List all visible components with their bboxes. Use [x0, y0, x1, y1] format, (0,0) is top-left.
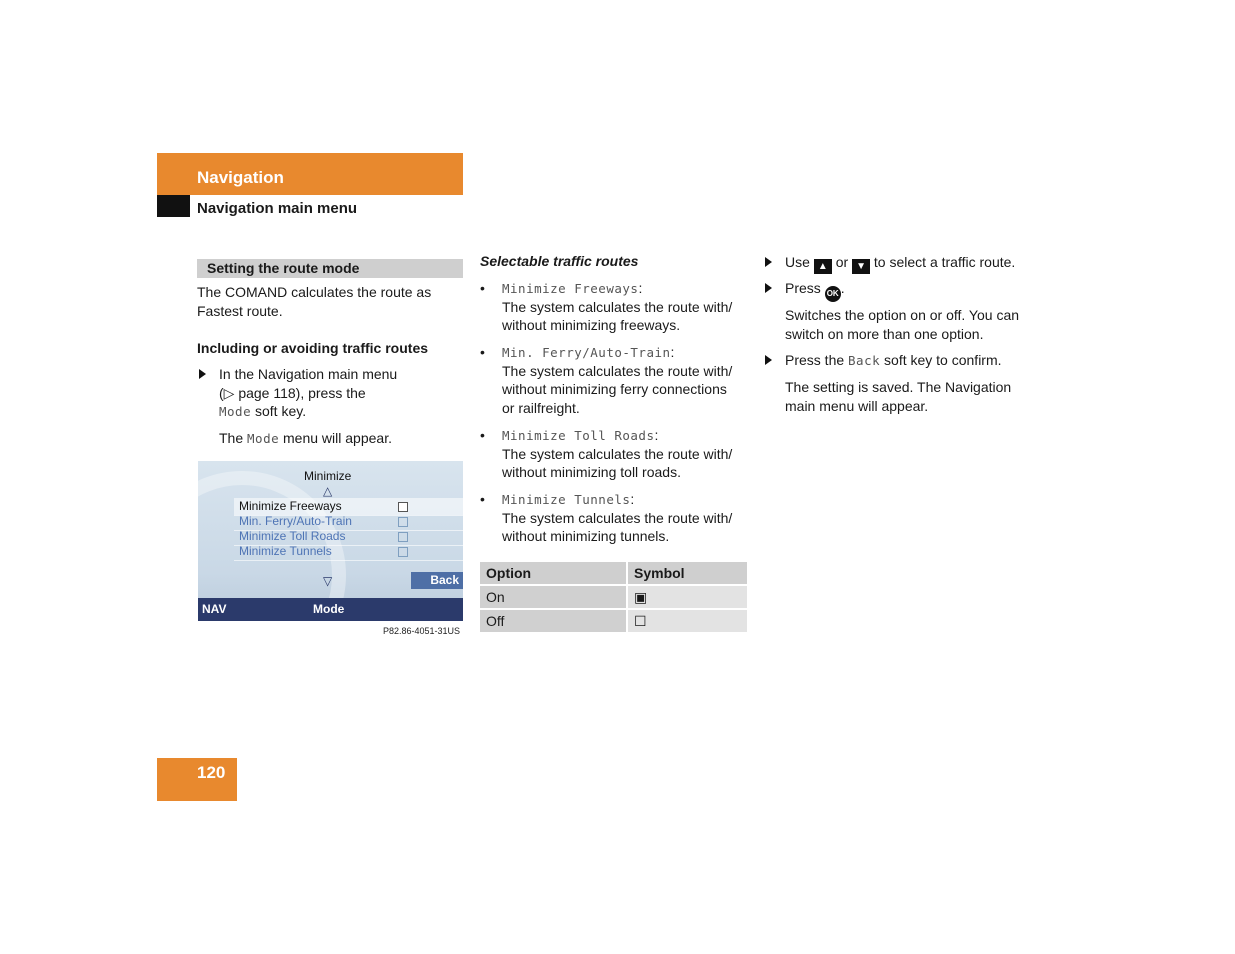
- step-select: [785, 253, 1015, 274]
- step-press-text: Press: [785, 280, 821, 296]
- menu-item-minimize-toll-roads[interactable]: Minimize Toll Roads: [239, 529, 346, 543]
- step-press-result: [785, 306, 1019, 343]
- section-title-bar: [197, 259, 463, 278]
- checkbox-icon[interactable]: [398, 517, 408, 527]
- step-confirm: [785, 351, 1002, 371]
- row-divider: [234, 560, 463, 561]
- bullet-line: The system calculates the route with/: [502, 446, 733, 462]
- bullet-list: [480, 279, 750, 554]
- intro-text: [197, 283, 431, 320]
- scroll-down-icon[interactable]: ▽: [323, 574, 333, 588]
- list-item: • Minimize Tunnels: The system calculates the route with/ without minimizing tunnels.: [480, 491, 733, 544]
- result-suffix: menu will appear.: [283, 430, 392, 446]
- step-confirm-prefix: Press the: [785, 352, 845, 368]
- step-arrow-icon: [765, 257, 772, 267]
- nav-softkey[interactable]: NAV: [202, 602, 227, 616]
- back-label: Back: [430, 573, 459, 587]
- bullet-line: The system calculates the route with/: [502, 299, 733, 315]
- result-line: switch on more than one option.: [785, 325, 984, 342]
- image-caption: P82.86-4051-31US: [383, 626, 461, 636]
- result-line: main menu will appear.: [785, 397, 929, 414]
- result-line: The setting is saved. The Navigation: [785, 379, 1012, 395]
- step-or-text: or: [835, 254, 849, 270]
- menu-item-min-ferry[interactable]: Min. Ferry/Auto-Train: [239, 514, 352, 528]
- mode-softkey[interactable]: Mode: [313, 602, 345, 616]
- bullet-key: Minimize Freeways: [502, 281, 639, 296]
- bullet-key: Minimize Toll Roads: [502, 428, 655, 443]
- step-select-text: to select a traffic route.: [873, 254, 1016, 270]
- table-cell: Off: [480, 610, 626, 632]
- table-header: Option: [480, 562, 626, 584]
- ok-button-icon: OK: [825, 286, 841, 302]
- result-mode-label: Mode: [247, 431, 280, 446]
- bullet-key: Min. Ferry/Auto-Train: [502, 345, 671, 360]
- back-softkey-label: Back: [848, 353, 881, 368]
- section-title: Setting the route mode: [207, 260, 360, 276]
- result-prefix: The: [219, 430, 244, 446]
- list-item: • Min. Ferry/Auto-Train: The system calculates the route with/ without minimizing ferry connections or railfreight.: [480, 344, 733, 416]
- subheading: Including or avoiding traffic routes: [197, 340, 429, 356]
- bullet-line: The system calculates the route with/: [502, 510, 733, 526]
- section-marker: [157, 195, 190, 217]
- screen-title: Minimize: [304, 469, 352, 483]
- back-softkey[interactable]: [411, 572, 463, 589]
- table-cell: ☐: [626, 610, 747, 632]
- step-1-result: [219, 429, 392, 449]
- step-1: [219, 365, 397, 422]
- step-1-softkey-text: soft key.: [255, 403, 307, 419]
- step-1-line-1: In the Navigation main menu: [219, 366, 398, 382]
- table-row: [480, 610, 747, 632]
- list-item: • Minimize Toll Roads: The system calculates the route with/ without minimizing toll roads.: [480, 427, 733, 480]
- down-arrow-key-icon: ▼: [852, 259, 870, 274]
- step-use-text: Use: [785, 254, 810, 270]
- bullet-line: without minimizing toll roads.: [502, 464, 681, 480]
- table-cell: On: [480, 586, 626, 608]
- result-line: Switches the option on or off. You can: [785, 307, 1020, 323]
- bullet-line: The system calculates the route with/: [502, 363, 733, 379]
- bullet-line: without minimizing freeways.: [502, 317, 681, 333]
- bullet-line: or railfreight.: [502, 400, 580, 416]
- bullet-icon: •: [480, 427, 485, 443]
- softkey-bar: [198, 598, 463, 621]
- comand-screen: [198, 461, 463, 621]
- bullet-icon: •: [480, 491, 485, 507]
- menu-item-minimize-freeways[interactable]: Minimize Freeways: [239, 499, 342, 513]
- checkbox-icon[interactable]: [398, 532, 408, 542]
- step-arrow-icon: [765, 283, 772, 293]
- column-2-heading: Selectable traffic routes: [480, 253, 639, 269]
- step-confirm-suffix: soft key to confirm.: [884, 352, 1002, 368]
- step-press: Press OK .: [785, 279, 845, 302]
- bullet-icon: •: [480, 280, 485, 296]
- up-arrow-key-icon: ▲: [814, 259, 832, 274]
- checkbox-icon[interactable]: [398, 502, 408, 512]
- step-1-line-3: [219, 402, 397, 422]
- table-header-row: [480, 562, 747, 584]
- table-row: [480, 586, 747, 608]
- step-confirm-result: [785, 378, 1011, 415]
- bullet-icon: •: [480, 344, 485, 360]
- page-subtitle: Navigation main menu: [197, 200, 358, 217]
- list-item: • Minimize Freeways: The system calculates the route with/ without minimizing freeways.: [480, 280, 733, 333]
- bullet-line: without minimizing tunnels.: [502, 528, 670, 544]
- scroll-up-icon[interactable]: △: [323, 484, 333, 498]
- bullet-key: Minimize Tunnels: [502, 492, 631, 507]
- step-1-line-2: (▷ page 118), press the: [219, 384, 366, 401]
- step-arrow-icon: [199, 369, 206, 379]
- table-header: Symbol: [626, 562, 747, 584]
- mode-softkey-label: Mode: [219, 404, 252, 419]
- page-number: 120: [197, 763, 226, 782]
- menu-item-minimize-tunnels[interactable]: Minimize Tunnels: [239, 544, 332, 558]
- step-arrow-icon: [765, 355, 772, 365]
- checkbox-icon[interactable]: [398, 547, 408, 557]
- intro-line-2: Fastest route.: [197, 302, 283, 319]
- page-title: Navigation: [197, 168, 284, 187]
- option-symbol-table: [480, 560, 747, 634]
- bullet-line: without minimizing ferry connections: [502, 381, 727, 397]
- table-cell: ▣: [626, 586, 747, 608]
- intro-line-1: The COMAND calculates the route as: [197, 284, 432, 300]
